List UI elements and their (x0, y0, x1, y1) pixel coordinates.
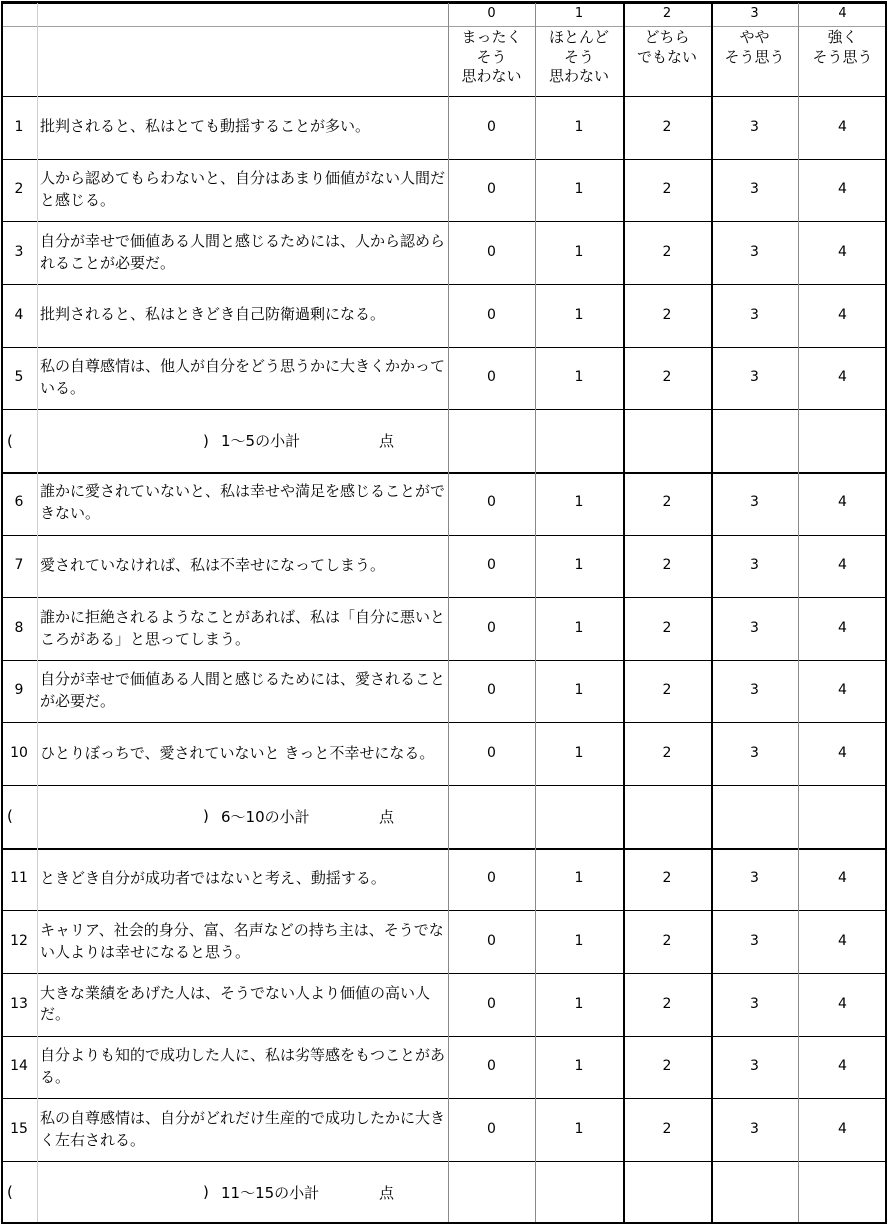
question-text: 大きな業績をあげた人は、そうでない人より価値の高い人だ。 (40, 983, 431, 1024)
question-text: 批判されると、私はとても動揺することが多い。 (40, 117, 371, 136)
subtotal-close-paren: ) (203, 431, 209, 450)
score-option[interactable]: 2 (662, 243, 672, 260)
grid-line (1, 159, 887, 160)
score-option[interactable]: 0 (487, 682, 496, 699)
header-scale-number: 2 (662, 6, 672, 22)
question-text: 自分が幸せで価値ある人間と感じるためには、人から認められることが必要だ。 (40, 231, 446, 272)
score-option[interactable]: 0 (487, 1058, 496, 1075)
score-option[interactable]: 1 (574, 369, 584, 386)
score-option[interactable]: 0 (487, 306, 496, 323)
grid-line (1, 848, 887, 850)
question-number: 7 (14, 557, 24, 574)
subtotal-open-paren: ( (7, 1183, 13, 1202)
header-scale-label: ほとんど そう 思わない (548, 28, 609, 85)
question-text: 私の自尊感情は、自分がどれだけ生産的で成功したかに大きく左右される。 (40, 1108, 446, 1149)
score-option[interactable]: 4 (838, 1058, 847, 1075)
question-number: 14 (10, 1058, 28, 1075)
grid-line (1, 660, 887, 661)
question-text: キャリア、社会的身分、富、名声などの持ち主は、そうでない人よりは幸せになると思う。 (40, 921, 444, 961)
score-option[interactable]: 3 (750, 494, 759, 511)
grid-line (448, 3, 449, 1224)
score-option[interactable]: 4 (838, 745, 847, 762)
header-scale-number: 0 (487, 6, 496, 22)
subtotal-row (1, 785, 448, 848)
score-option[interactable]: 2 (662, 306, 672, 323)
score-option[interactable]: 3 (750, 118, 759, 135)
score-option[interactable]: 1 (574, 118, 584, 135)
score-option[interactable]: 0 (487, 619, 496, 636)
score-option[interactable]: 3 (750, 933, 759, 949)
score-option[interactable]: 2 (662, 870, 672, 887)
grid-line (1, 1161, 887, 1162)
subtotal-close-paren: ) (203, 1183, 209, 1202)
score-option[interactable]: 4 (838, 118, 847, 135)
grid-line (1, 973, 887, 974)
question-number: 13 (10, 995, 28, 1012)
score-option[interactable]: 4 (838, 995, 847, 1012)
subtotal-unit: 点 (379, 1183, 395, 1202)
score-option[interactable]: 0 (487, 870, 496, 887)
question-text: 誰かに愛されていないと、私は幸せや満足を感じることができない。 (40, 482, 446, 523)
subtotal-row (1, 409, 448, 472)
score-option[interactable]: 2 (662, 995, 672, 1012)
subtotal-label: 6～10の小計 (221, 807, 310, 826)
subtotal-input[interactable] (15, 429, 195, 453)
score-option[interactable]: 2 (662, 933, 672, 949)
score-option[interactable]: 3 (750, 557, 759, 574)
score-option[interactable]: 1 (574, 870, 584, 887)
score-option[interactable]: 3 (750, 619, 759, 636)
question-number: 5 (14, 369, 24, 386)
subtotal-unit: 点 (379, 807, 395, 826)
subtotal-row (1, 1161, 448, 1224)
question-number: 6 (14, 494, 24, 511)
question-number: 3 (14, 243, 24, 260)
header-scale-label: どちら でもない (636, 28, 697, 66)
grid-line (1, 347, 887, 348)
question-text: 批判されると、私はときどき自己防衛過剰になる。 (40, 305, 386, 324)
question-number: 11 (10, 870, 28, 887)
score-option[interactable]: 2 (662, 494, 672, 511)
question-number: 8 (14, 619, 24, 636)
score-option[interactable]: 0 (487, 243, 496, 260)
grid-line (1, 1036, 887, 1037)
subtotal-unit: 点 (379, 432, 395, 451)
grid-line (1, 221, 887, 222)
grid-line (1, 1098, 887, 1099)
score-option[interactable]: 1 (574, 306, 584, 323)
score-option[interactable]: 1 (574, 1058, 584, 1075)
score-option[interactable]: 3 (750, 682, 759, 699)
grid-line (1, 472, 887, 474)
score-option[interactable]: 1 (574, 682, 584, 699)
score-option[interactable]: 3 (750, 243, 759, 260)
score-option[interactable]: 4 (838, 181, 847, 198)
grid-line (1, 722, 887, 723)
score-option[interactable]: 3 (750, 1058, 759, 1075)
subtotal-open-paren: ( (7, 431, 13, 450)
header-scale-number: 3 (750, 6, 759, 22)
question-number: 12 (10, 933, 28, 949)
score-option[interactable]: 2 (662, 1058, 672, 1075)
grid-line (1, 284, 887, 285)
score-option[interactable]: 3 (750, 369, 759, 386)
question-text: 誰かに拒絶されるようなことがあれば、私は「自分に悪いところがある」と思ってしまう。 (40, 607, 446, 648)
score-option[interactable]: 4 (838, 494, 847, 511)
header-scale-label: まったく そう 思わない (461, 28, 522, 85)
score-option[interactable]: 3 (750, 870, 759, 887)
subtotal-input[interactable] (15, 1180, 195, 1204)
score-option[interactable]: 1 (574, 494, 584, 511)
score-option[interactable]: 0 (487, 118, 496, 135)
question-number: 10 (10, 745, 28, 762)
question-text: 人から認めてもらわないと、自分はあまり価値がない人間だと感じる。 (40, 169, 446, 209)
question-text: ひとりぼっちで、愛されていないと きっと不幸せになる。 (40, 743, 435, 762)
score-option[interactable]: 2 (662, 369, 672, 386)
grid-line (37, 3, 38, 1224)
score-option[interactable]: 0 (487, 369, 496, 386)
grid-line (1, 535, 887, 536)
score-option[interactable]: 2 (662, 619, 672, 636)
score-option[interactable]: 0 (487, 557, 496, 574)
score-option[interactable]: 1 (574, 557, 584, 574)
question-text: 自分が幸せで価値ある人間と感じるためには、愛されることが必要だ。 (40, 670, 446, 711)
score-option[interactable]: 1 (574, 181, 584, 198)
score-option[interactable]: 0 (487, 933, 496, 949)
header-scale-label: やや そう思う (724, 28, 785, 66)
question-number: 1 (14, 118, 24, 135)
grid-line (535, 3, 536, 1224)
score-option[interactable]: 4 (838, 682, 847, 699)
score-option[interactable]: 1 (574, 933, 584, 949)
grid-line (1, 409, 887, 410)
score-option[interactable]: 4 (838, 1120, 847, 1137)
score-option[interactable]: 2 (662, 557, 672, 574)
score-option[interactable]: 0 (487, 181, 496, 198)
score-option[interactable]: 3 (750, 181, 759, 198)
score-option[interactable]: 1 (574, 995, 584, 1012)
score-option[interactable]: 4 (838, 306, 847, 323)
question-text: 自分よりも知的で成功した人に、私は劣等感をもつことがある。 (40, 1046, 446, 1087)
score-option[interactable]: 3 (750, 306, 759, 323)
grid-line (1, 785, 887, 786)
score-option[interactable]: 1 (574, 619, 584, 636)
score-option[interactable]: 4 (838, 243, 847, 260)
grid-line (798, 3, 799, 1224)
grid-line (1, 3, 887, 4)
grid-line (1, 26, 887, 27)
score-option[interactable]: 2 (662, 118, 672, 135)
header-scale-label: 強く そう思う (812, 28, 873, 66)
subtotal-input[interactable] (15, 804, 195, 828)
grid-line (623, 3, 625, 1224)
question-number: 2 (14, 181, 24, 198)
score-option[interactable]: 3 (750, 995, 759, 1012)
score-option[interactable]: 2 (662, 745, 672, 762)
score-option[interactable]: 3 (750, 745, 759, 762)
header-scale-number: 1 (574, 6, 584, 22)
score-option[interactable]: 4 (838, 933, 847, 949)
subtotal-close-paren: ) (203, 807, 209, 826)
score-option[interactable]: 2 (662, 181, 672, 198)
subtotal-label: 1～5の小計 (221, 432, 301, 451)
subtotal-label: 11～15の小計 (221, 1183, 320, 1202)
question-number: 9 (14, 682, 24, 699)
score-option[interactable]: 4 (838, 369, 847, 386)
grid-line (1, 597, 887, 598)
score-option[interactable]: 2 (662, 1120, 672, 1137)
score-option[interactable]: 4 (838, 870, 847, 887)
question-number: 4 (14, 306, 24, 323)
score-option[interactable]: 2 (662, 682, 672, 699)
grid-line (1, 910, 887, 911)
score-option[interactable]: 1 (574, 745, 584, 762)
question-text: 私の自尊感情は、他人が自分をどう思うかに大きくかかっている。 (40, 357, 446, 397)
question-number: 15 (10, 1120, 28, 1137)
subtotal-open-paren: ( (7, 807, 13, 826)
score-option[interactable]: 3 (750, 1120, 759, 1137)
question-text: ときどき自分が成功者ではないと考え、動揺する。 (40, 869, 386, 888)
score-option[interactable]: 4 (838, 557, 847, 574)
score-option[interactable]: 0 (487, 995, 496, 1012)
question-text: 愛されていなければ、私は不幸せになってしまう。 (40, 555, 386, 574)
score-option[interactable]: 1 (574, 243, 584, 260)
header-scale-number: 4 (838, 6, 847, 22)
score-option[interactable]: 1 (574, 1120, 584, 1137)
score-option[interactable]: 4 (838, 619, 847, 636)
score-option[interactable]: 0 (487, 1120, 496, 1137)
score-option[interactable]: 0 (487, 745, 496, 762)
grid-line (711, 3, 713, 1224)
score-option[interactable]: 0 (487, 494, 496, 511)
